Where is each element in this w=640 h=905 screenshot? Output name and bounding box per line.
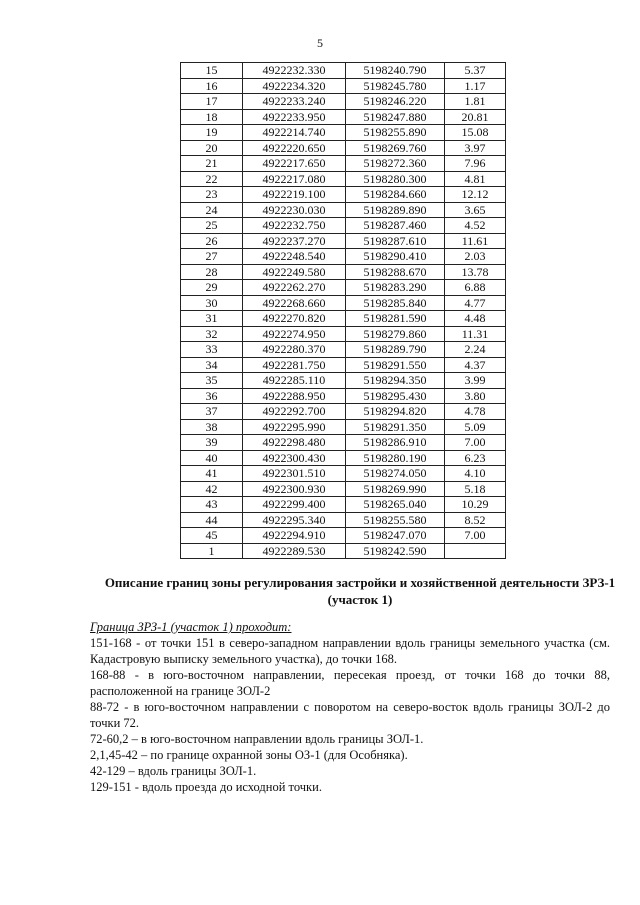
y-coordinate-cell: 5198287.610	[346, 233, 445, 249]
x-coordinate-cell: 4922220.650	[243, 140, 346, 156]
distance-cell	[445, 543, 506, 559]
description-subheading: Граница ЗРЗ-1 (участок 1) проходит:	[90, 620, 292, 634]
y-coordinate-cell: 5198269.760	[346, 140, 445, 156]
table-row	[181, 497, 506, 513]
point-number-cell: 1	[181, 543, 243, 559]
point-number-cell: 45	[181, 528, 243, 544]
distance-cell: 11.61	[445, 233, 506, 249]
distance-cell: 5.18	[445, 481, 506, 497]
point-number-cell: 17	[181, 94, 243, 110]
y-coordinate-cell: 5198246.220	[346, 94, 445, 110]
y-coordinate-cell: 5198295.430	[346, 388, 445, 404]
distance-cell: 2.24	[445, 342, 506, 358]
x-coordinate-cell: 4922298.480	[243, 435, 346, 451]
table-row	[181, 202, 506, 218]
x-coordinate-cell: 4922281.750	[243, 357, 346, 373]
description-paragraph: 2,1,45-42 – по границе охранной зоны ОЗ-1 (для Особняка).	[90, 748, 408, 762]
table-row	[181, 233, 506, 249]
y-coordinate-cell: 5198289.790	[346, 342, 445, 358]
distance-cell: 3.99	[445, 373, 506, 389]
point-number-cell: 18	[181, 109, 243, 125]
description-paragraph: 72-60,2 – в юго-восточном направлении вдоль границы ЗОЛ-1.	[90, 732, 424, 746]
table-row	[181, 187, 506, 203]
point-number-cell: 35	[181, 373, 243, 389]
x-coordinate-cell: 4922295.340	[243, 512, 346, 528]
point-number-cell: 37	[181, 404, 243, 420]
y-coordinate-cell: 5198255.580	[346, 512, 445, 528]
distance-cell: 4.77	[445, 295, 506, 311]
description-paragraph: 129-151 - вдоль проезда до исходной точки.	[90, 780, 322, 794]
table-row	[181, 326, 506, 342]
point-number-cell: 31	[181, 311, 243, 327]
y-coordinate-cell: 5198291.350	[346, 419, 445, 435]
y-coordinate-cell: 5198284.660	[346, 187, 445, 203]
table-row	[181, 543, 506, 559]
x-coordinate-cell: 4922299.400	[243, 497, 346, 513]
y-coordinate-cell: 5198280.300	[346, 171, 445, 187]
x-coordinate-cell: 4922270.820	[243, 311, 346, 327]
table-row	[181, 466, 506, 482]
point-number-cell: 19	[181, 125, 243, 141]
point-number-cell: 39	[181, 435, 243, 451]
point-number-cell: 29	[181, 280, 243, 296]
y-coordinate-cell: 5198289.890	[346, 202, 445, 218]
section-heading-line1: Описание границ зоны регулирования застройки и хозяйственной деятельности ЗРЗ-1	[104, 575, 616, 590]
table-row	[181, 450, 506, 466]
point-number-cell: 16	[181, 78, 243, 94]
x-coordinate-cell: 4922249.580	[243, 264, 346, 280]
distance-cell: 3.80	[445, 388, 506, 404]
x-coordinate-cell: 4922233.240	[243, 94, 346, 110]
x-coordinate-cell: 4922232.330	[243, 63, 346, 79]
distance-cell: 5.37	[445, 63, 506, 79]
point-number-cell: 38	[181, 419, 243, 435]
y-coordinate-cell: 5198255.890	[346, 125, 445, 141]
y-coordinate-cell: 5198281.590	[346, 311, 445, 327]
distance-cell: 13.78	[445, 264, 506, 280]
table-row	[181, 125, 506, 141]
x-coordinate-cell: 4922300.930	[243, 481, 346, 497]
point-number-cell: 36	[181, 388, 243, 404]
distance-cell: 6.23	[445, 450, 506, 466]
point-number-cell: 34	[181, 357, 243, 373]
y-coordinate-cell: 5198291.550	[346, 357, 445, 373]
point-number-cell: 22	[181, 171, 243, 187]
description-paragraph: 88-72 - в юго-восточном направлении с поворотом на северо-восток вдоль границы ЗОЛ-2 до точки 72.	[90, 700, 610, 730]
y-coordinate-cell: 5198247.070	[346, 528, 445, 544]
table-row	[181, 528, 506, 544]
table-row	[181, 140, 506, 156]
y-coordinate-cell: 5198287.460	[346, 218, 445, 234]
x-coordinate-cell: 4922301.510	[243, 466, 346, 482]
y-coordinate-cell: 5198269.990	[346, 481, 445, 497]
coordinates-table	[180, 62, 506, 559]
distance-cell: 2.03	[445, 249, 506, 265]
table-row	[181, 512, 506, 528]
table-row	[181, 435, 506, 451]
description-paragraph: 42-129 – вдоль границы ЗОЛ-1.	[90, 764, 257, 778]
x-coordinate-cell: 4922294.910	[243, 528, 346, 544]
distance-cell: 3.97	[445, 140, 506, 156]
x-coordinate-cell: 4922280.370	[243, 342, 346, 358]
x-coordinate-cell: 4922233.950	[243, 109, 346, 125]
point-number-cell: 23	[181, 187, 243, 203]
y-coordinate-cell: 5198242.590	[346, 543, 445, 559]
x-coordinate-cell: 4922214.740	[243, 125, 346, 141]
y-coordinate-cell: 5198272.360	[346, 156, 445, 172]
point-number-cell: 43	[181, 497, 243, 513]
distance-cell: 4.78	[445, 404, 506, 420]
point-number-cell: 15	[181, 63, 243, 79]
x-coordinate-cell: 4922274.950	[243, 326, 346, 342]
point-number-cell: 26	[181, 233, 243, 249]
x-coordinate-cell: 4922292.700	[243, 404, 346, 420]
point-number-cell: 21	[181, 156, 243, 172]
distance-cell: 5.09	[445, 419, 506, 435]
table-row	[181, 419, 506, 435]
x-coordinate-cell: 4922300.430	[243, 450, 346, 466]
table-row	[181, 109, 506, 125]
point-number-cell: 40	[181, 450, 243, 466]
x-coordinate-cell: 4922217.650	[243, 156, 346, 172]
boundary-description	[90, 619, 610, 795]
distance-cell: 8.52	[445, 512, 506, 528]
table-row	[181, 357, 506, 373]
point-number-cell: 41	[181, 466, 243, 482]
table-row	[181, 295, 506, 311]
distance-cell: 4.81	[445, 171, 506, 187]
x-coordinate-cell: 4922232.750	[243, 218, 346, 234]
distance-cell: 3.65	[445, 202, 506, 218]
table-row	[181, 280, 506, 296]
point-number-cell: 27	[181, 249, 243, 265]
point-number-cell: 24	[181, 202, 243, 218]
table-row	[181, 156, 506, 172]
table-row	[181, 249, 506, 265]
table-row	[181, 388, 506, 404]
table-row	[181, 264, 506, 280]
y-coordinate-cell: 5198290.410	[346, 249, 445, 265]
section-heading-line2: (участок 1)	[327, 592, 393, 607]
distance-cell: 20.81	[445, 109, 506, 125]
y-coordinate-cell: 5198285.840	[346, 295, 445, 311]
point-number-cell: 44	[181, 512, 243, 528]
distance-cell: 11.31	[445, 326, 506, 342]
distance-cell: 7.00	[445, 528, 506, 544]
description-paragraph: 168-88 - в юго-восточном направлении, пересекая проезд, от точки 168 до точки 88, расположенной на границе ЗОЛ-2	[90, 668, 610, 698]
distance-cell: 4.48	[445, 311, 506, 327]
table-row	[181, 311, 506, 327]
distance-cell: 1.17	[445, 78, 506, 94]
x-coordinate-cell: 4922217.080	[243, 171, 346, 187]
table-row	[181, 171, 506, 187]
distance-cell: 15.08	[445, 125, 506, 141]
y-coordinate-cell: 5198294.350	[346, 373, 445, 389]
x-coordinate-cell: 4922288.950	[243, 388, 346, 404]
description-paragraph: 151-168 - от точки 151 в северо-западном направлении вдоль границы земельного участка (см. Кадастровую выписку земельного участка), до точки 168.	[90, 636, 610, 666]
distance-cell: 4.37	[445, 357, 506, 373]
x-coordinate-cell: 4922262.270	[243, 280, 346, 296]
x-coordinate-cell: 4922268.660	[243, 295, 346, 311]
y-coordinate-cell: 5198280.190	[346, 450, 445, 466]
distance-cell: 4.10	[445, 466, 506, 482]
point-number-cell: 30	[181, 295, 243, 311]
x-coordinate-cell: 4922248.540	[243, 249, 346, 265]
y-coordinate-cell: 5198283.290	[346, 280, 445, 296]
distance-cell: 7.00	[445, 435, 506, 451]
x-coordinate-cell: 4922295.990	[243, 419, 346, 435]
table-row	[181, 481, 506, 497]
x-coordinate-cell: 4922289.530	[243, 543, 346, 559]
table-row	[181, 94, 506, 110]
x-coordinate-cell: 4922234.320	[243, 78, 346, 94]
x-coordinate-cell: 4922230.030	[243, 202, 346, 218]
point-number-cell: 42	[181, 481, 243, 497]
y-coordinate-cell: 5198247.880	[346, 109, 445, 125]
x-coordinate-cell: 4922237.270	[243, 233, 346, 249]
point-number-cell: 20	[181, 140, 243, 156]
point-number-cell: 33	[181, 342, 243, 358]
y-coordinate-cell: 5198240.790	[346, 63, 445, 79]
table-row	[181, 78, 506, 94]
page-number: 5	[317, 36, 323, 50]
distance-cell: 12.12	[445, 187, 506, 203]
distance-cell: 7.96	[445, 156, 506, 172]
point-number-cell: 25	[181, 218, 243, 234]
x-coordinate-cell: 4922285.110	[243, 373, 346, 389]
y-coordinate-cell: 5198274.050	[346, 466, 445, 482]
table-row	[181, 404, 506, 420]
section-heading	[90, 574, 630, 608]
y-coordinate-cell: 5198294.820	[346, 404, 445, 420]
x-coordinate-cell: 4922219.100	[243, 187, 346, 203]
y-coordinate-cell: 5198288.670	[346, 264, 445, 280]
table-row	[181, 218, 506, 234]
table-row	[181, 373, 506, 389]
y-coordinate-cell: 5198245.780	[346, 78, 445, 94]
point-number-cell: 28	[181, 264, 243, 280]
table-row	[181, 342, 506, 358]
distance-cell: 1.81	[445, 94, 506, 110]
distance-cell: 6.88	[445, 280, 506, 296]
y-coordinate-cell: 5198265.040	[346, 497, 445, 513]
distance-cell: 4.52	[445, 218, 506, 234]
point-number-cell: 32	[181, 326, 243, 342]
distance-cell: 10.29	[445, 497, 506, 513]
y-coordinate-cell: 5198286.910	[346, 435, 445, 451]
table-row	[181, 63, 506, 79]
y-coordinate-cell: 5198279.860	[346, 326, 445, 342]
